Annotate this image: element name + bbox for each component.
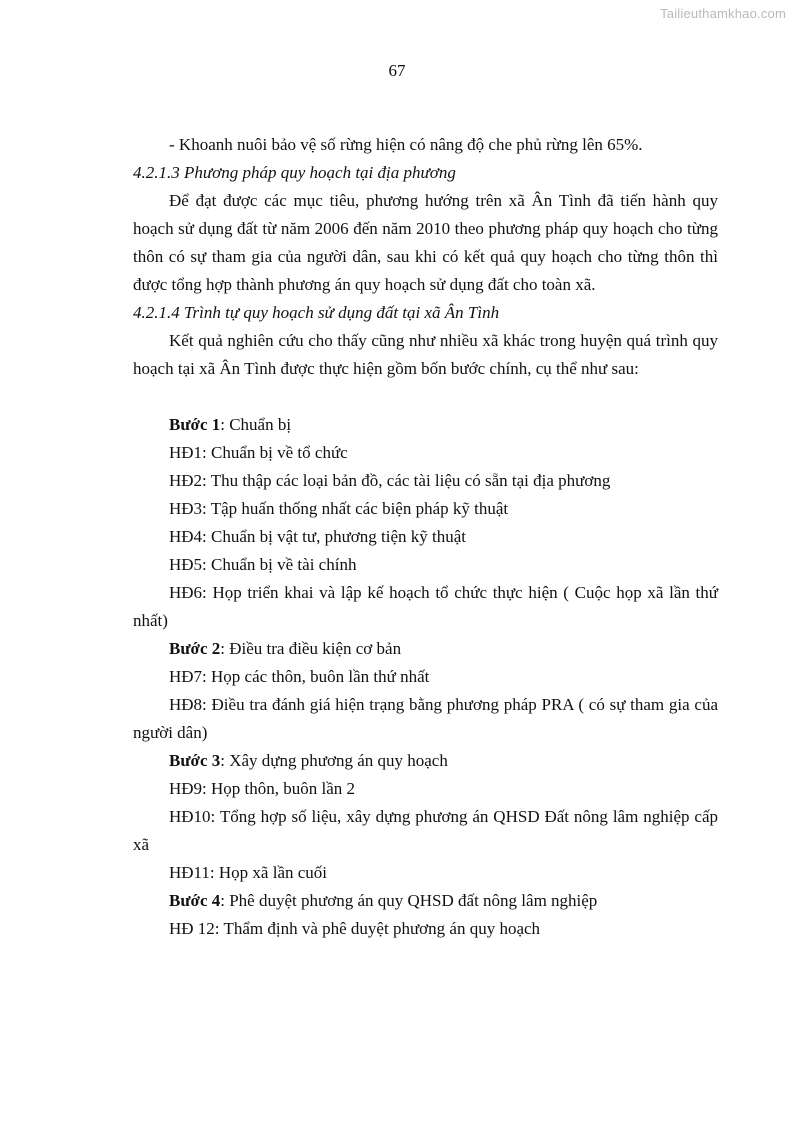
section-4214-paragraph: Kết quả nghiên cứu cho thấy cũng như nhiều xã khác trong huyện quá trình quy hoạch tại xã Ân Tình được thực hiện gồm bốn bước chính, cụ thể như sau:: [133, 331, 718, 378]
step-label: Bước 3: [169, 751, 221, 770]
step-label: Bước 2: [169, 639, 221, 658]
step-label: Bước 4: [169, 891, 221, 910]
step-title: : Xây dựng phương án quy hoạch: [220, 751, 448, 770]
activity-item: HĐ6: Họp triển khai và lập kế hoạch tổ chức thực hiện ( Cuộc họp xã lần thứ nhất): [133, 583, 718, 630]
step-4-heading: [133, 887, 718, 915]
activity-item: HĐ5: Chuẩn bị về tài chính: [169, 555, 357, 574]
activity-item: HĐ8: Điều tra đánh giá hiện trạng bằng phương pháp PRA ( có sự tham gia của người dân): [133, 695, 718, 742]
document-body: [133, 131, 718, 943]
step-2-heading: [133, 635, 718, 663]
step-1-heading: [133, 411, 718, 439]
step-3-heading: [133, 747, 718, 775]
activity-item: HĐ1: Chuẩn bị về tổ chức: [169, 443, 348, 462]
activity-item: HĐ2: Thu thập các loại bản đồ, các tài liệu có sẵn tại địa phương: [169, 471, 611, 490]
activity-item: HĐ9: Họp thôn, buôn lần 2: [169, 779, 356, 798]
step-title: : Phê duyệt phương án quy QHSD đất nông lâm nghiệp: [220, 891, 598, 910]
step-label: Bước 1: [169, 415, 221, 434]
step-title: : Chuẩn bị: [220, 415, 292, 434]
activity-item: HĐ 12: Thẩm định và phê duyệt phương án quy hoạch: [169, 919, 541, 938]
activity-item: HĐ10: Tổng hợp số liệu, xây dựng phương án QHSD Đất nông lâm nghiệp cấp xã: [133, 807, 718, 854]
section-4213-heading: 4.2.1.3 Phương pháp quy hoạch tại địa phương: [133, 163, 456, 182]
section-4214-heading: 4.2.1.4 Trình tự quy hoạch sử dụng đất tại xã Ân Tình: [133, 303, 500, 322]
section-4213-paragraph: Để đạt được các mục tiêu, phương hướng trên xã Ân Tình đã tiến hành quy hoạch sử dụng đất từ năm 2006 đến năm 2010 theo phương pháp quy hoạch cho từng thôn có sự tham gia của người dân, sau khi có kết quả quy hoạch cho từng thôn thì được tổng hợp thành phương án quy hoạch sử dụng đất cho toàn xã.: [133, 191, 718, 294]
intro-bullet: - Khoanh nuôi bảo vệ số rừng hiện có nâng độ che phủ rừng lên 65%.: [169, 135, 643, 154]
watermark: Tailieuthamkhao.com: [660, 6, 786, 21]
page-number: 67: [388, 61, 406, 80]
activity-item: HĐ4: Chuẩn bị vật tư, phương tiện kỹ thuật: [169, 527, 467, 546]
activity-item: HĐ11: Họp xã lần cuối: [169, 863, 328, 882]
spacer: [133, 383, 718, 411]
activity-item: HĐ3: Tập huấn thống nhất các biện pháp kỹ thuật: [169, 499, 509, 518]
activity-item: HĐ7: Họp các thôn, buôn lần thứ nhất: [169, 667, 430, 686]
step-title: : Điều tra điều kiện cơ bản: [220, 639, 402, 658]
